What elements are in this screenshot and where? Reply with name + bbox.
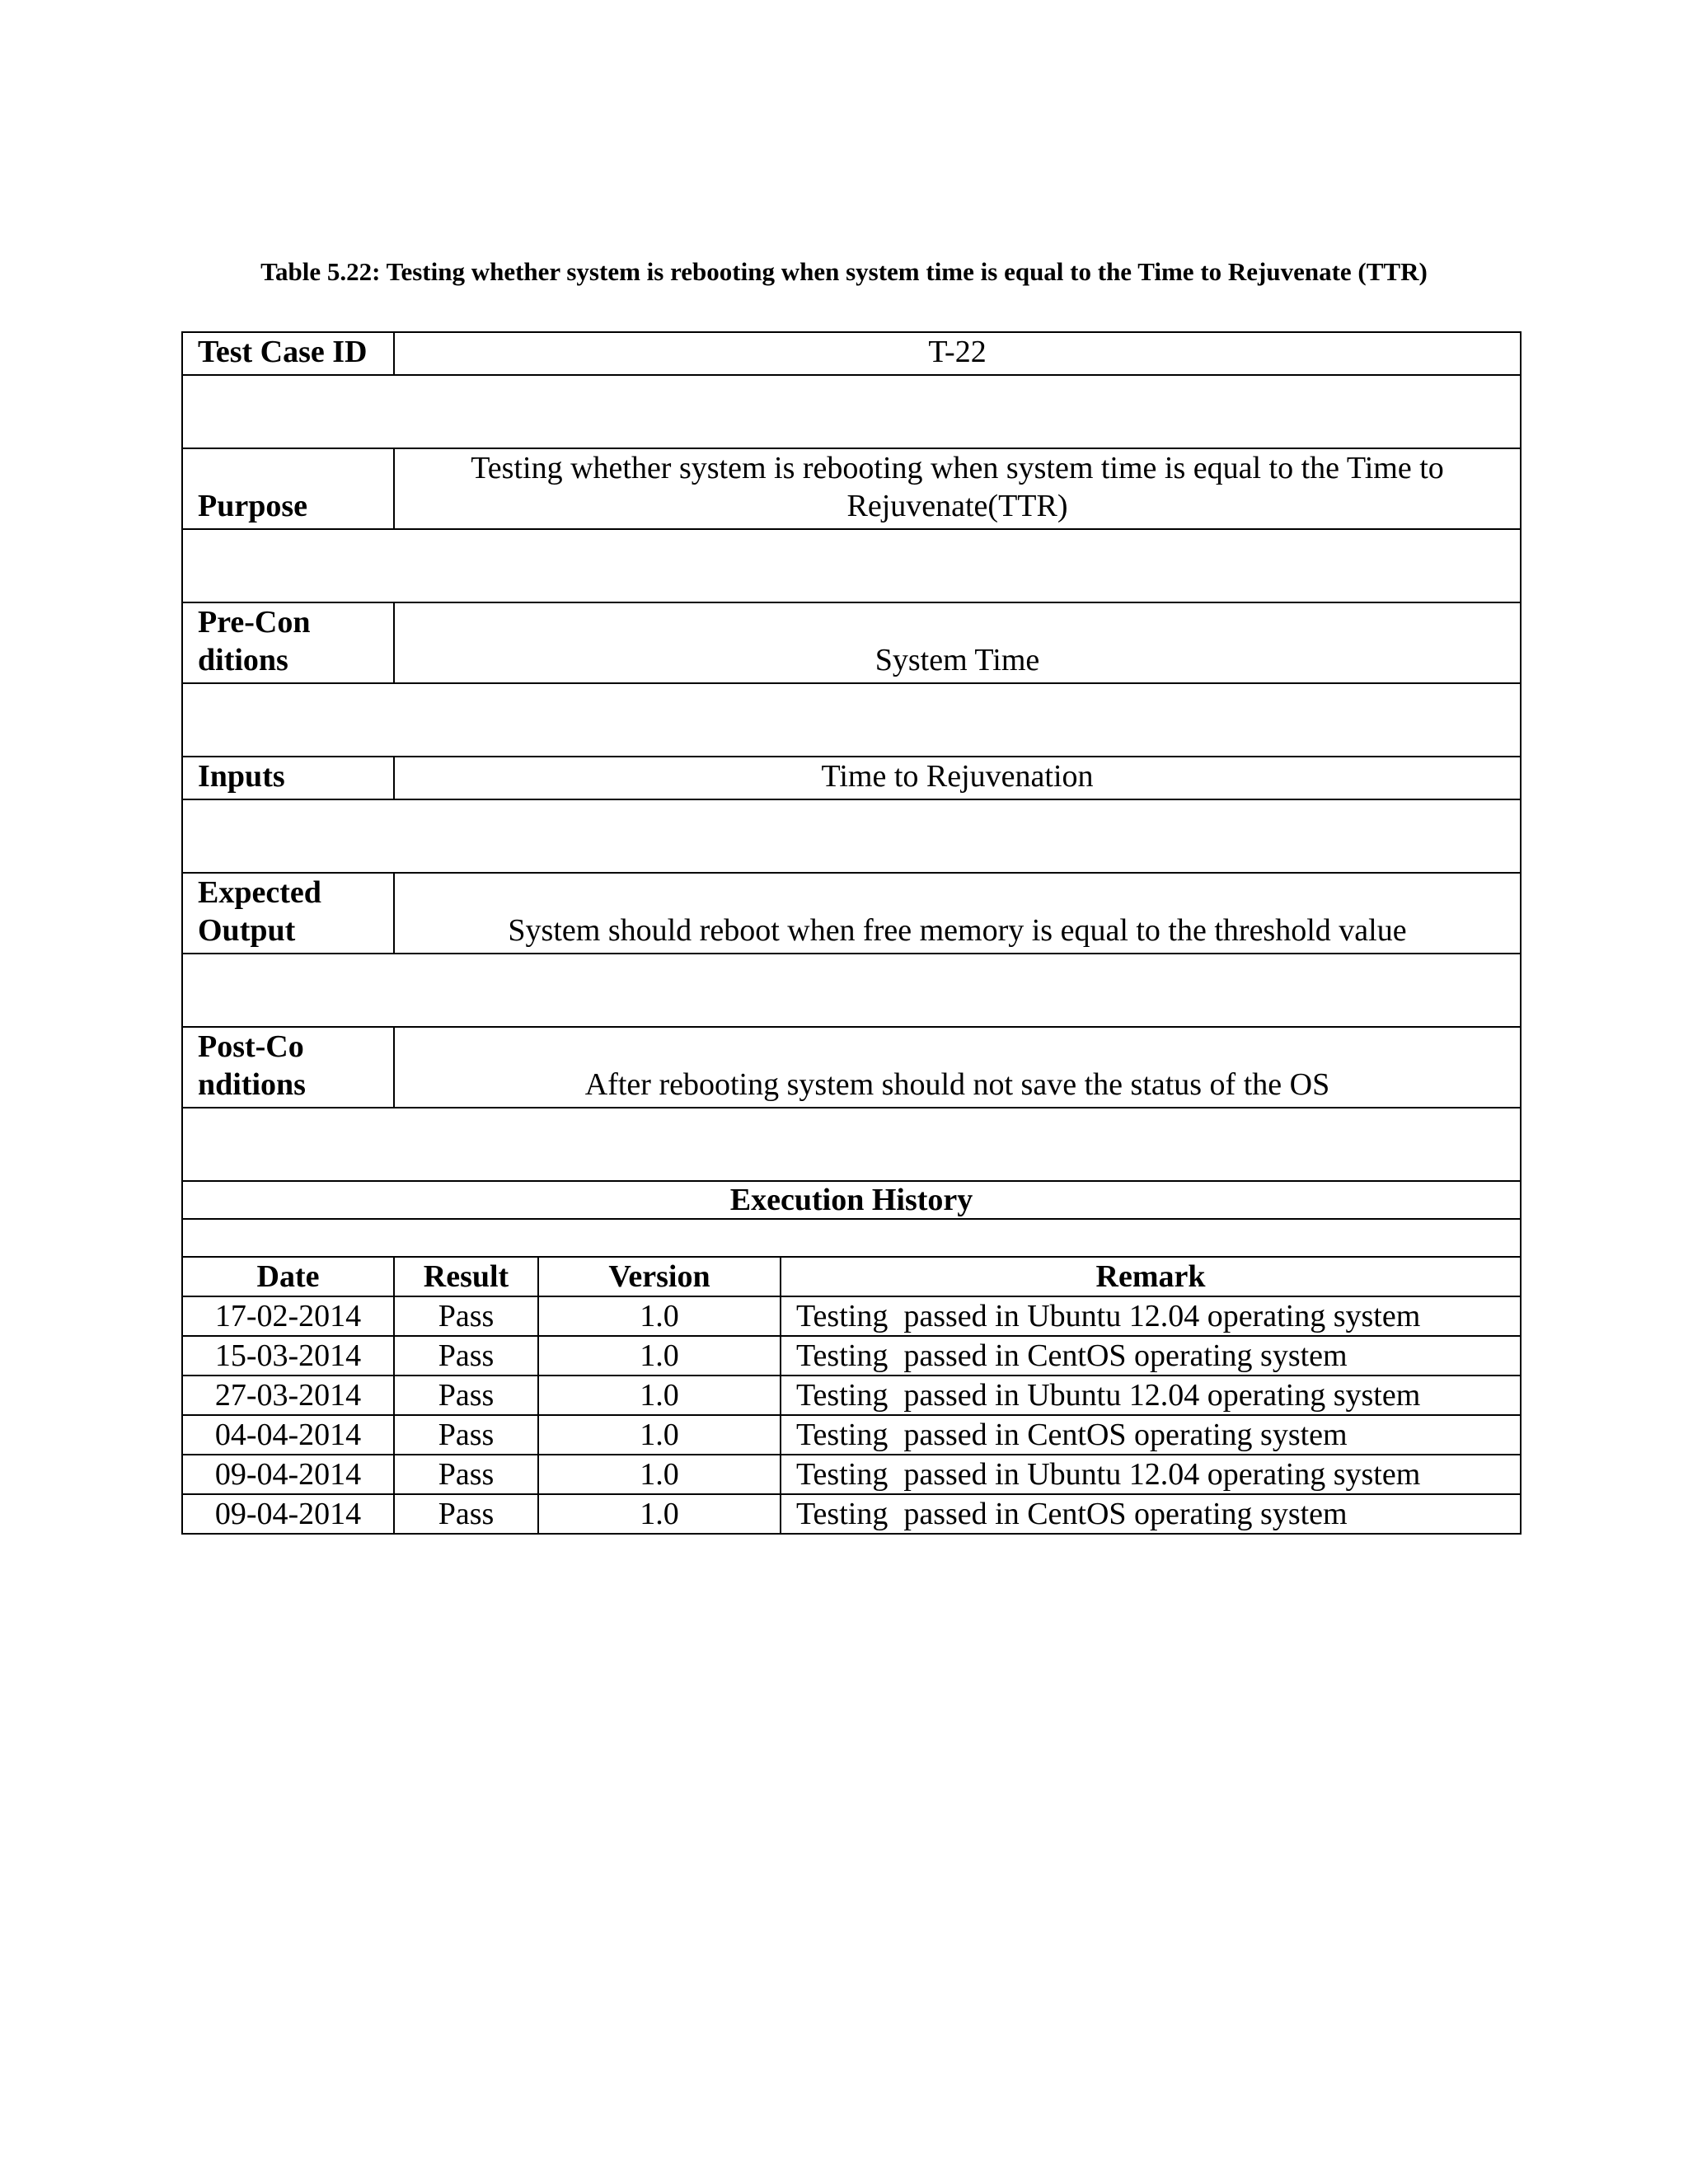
test-case-id-label: Test Case ID (182, 332, 394, 375)
remark-cell: Testing passed in CentOS operating system (781, 1494, 1521, 1534)
empty-cell (182, 954, 1521, 1027)
pre-conditions-label (182, 602, 394, 683)
expected-output-label-text: Expected Output (198, 875, 321, 948)
pre-conditions-label-text: Pre-Conditions (198, 605, 311, 677)
post-conditions-value: After rebooting system should not save the status of the OS (394, 1027, 1521, 1108)
purpose-label: Purpose (182, 448, 394, 529)
spacer-row (182, 954, 1521, 1027)
header-result: Result (394, 1257, 538, 1296)
version-cell: 1.0 (538, 1336, 781, 1376)
header-date: Date (182, 1257, 394, 1296)
purpose-row (182, 448, 1521, 529)
result-cell: Pass (394, 1455, 538, 1494)
spacer-row (182, 799, 1521, 873)
date-cell: 27-03-2014 (182, 1376, 394, 1415)
remark-cell: Testing passed in Ubuntu 12.04 operating system (781, 1455, 1521, 1494)
history-header-row (182, 1257, 1521, 1296)
date-cell: 04-04-2014 (182, 1415, 394, 1455)
table-row (182, 1296, 1521, 1336)
execution-history-title-row (182, 1181, 1521, 1219)
header-remark: Remark (781, 1257, 1521, 1296)
pre-conditions-row (182, 602, 1521, 683)
empty-cell (182, 1219, 1521, 1257)
inputs-label: Inputs (182, 757, 394, 799)
empty-cell (182, 375, 1521, 448)
header-version: Version (538, 1257, 781, 1296)
date-cell: 09-04-2014 (182, 1455, 394, 1494)
table-caption: Table 5.22: Testing whether system is rebooting when system time is equal to the Time to Rejuvenate (TTR) (260, 257, 1428, 286)
empty-cell (182, 1108, 1521, 1181)
spacer-row (182, 529, 1521, 602)
expected-output-row (182, 873, 1521, 954)
table-row (182, 1455, 1521, 1494)
result-cell: Pass (394, 1494, 538, 1534)
inputs-row (182, 757, 1521, 799)
post-conditions-row (182, 1027, 1521, 1108)
expected-output-label (182, 873, 394, 954)
table-row (182, 1376, 1521, 1415)
pre-conditions-value: System Time (394, 602, 1521, 683)
spacer-row (182, 1108, 1521, 1181)
test-case-id-row (182, 332, 1521, 375)
table-row (182, 1415, 1521, 1455)
test-case-id-value: T-22 (394, 332, 1521, 375)
test-case-table (181, 331, 1522, 1535)
version-cell: 1.0 (538, 1494, 781, 1534)
empty-cell (182, 683, 1521, 757)
post-conditions-label (182, 1027, 394, 1108)
spacer-row (182, 1219, 1521, 1257)
remark-cell: Testing passed in Ubuntu 12.04 operating system (781, 1376, 1521, 1415)
result-cell: Pass (394, 1336, 538, 1376)
result-cell: Pass (394, 1376, 538, 1415)
empty-cell (182, 529, 1521, 602)
inputs-value: Time to Rejuvenation (394, 757, 1521, 799)
execution-history-title: Execution History (182, 1181, 1521, 1219)
spacer-row (182, 375, 1521, 448)
version-cell: 1.0 (538, 1415, 781, 1455)
remark-cell: Testing passed in CentOS operating system (781, 1415, 1521, 1455)
version-cell: 1.0 (538, 1455, 781, 1494)
expected-output-value: System should reboot when free memory is equal to the threshold value (394, 873, 1521, 954)
result-cell: Pass (394, 1296, 538, 1336)
post-conditions-label-text: Post-Conditions (198, 1029, 306, 1102)
date-cell: 15-03-2014 (182, 1336, 394, 1376)
version-cell: 1.0 (538, 1296, 781, 1336)
empty-cell (182, 799, 1521, 873)
purpose-value: Testing whether system is rebooting when system time is equal to the Time to Rejuvenate(TTR) (394, 448, 1521, 529)
version-cell: 1.0 (538, 1376, 781, 1415)
table-row (182, 1336, 1521, 1376)
date-cell: 17-02-2014 (182, 1296, 394, 1336)
remark-cell: Testing passed in Ubuntu 12.04 operating system (781, 1296, 1521, 1336)
result-cell: Pass (394, 1415, 538, 1455)
remark-cell: Testing passed in CentOS operating system (781, 1336, 1521, 1376)
table-row (182, 1494, 1521, 1534)
date-cell: 09-04-2014 (182, 1494, 394, 1534)
spacer-row (182, 683, 1521, 757)
